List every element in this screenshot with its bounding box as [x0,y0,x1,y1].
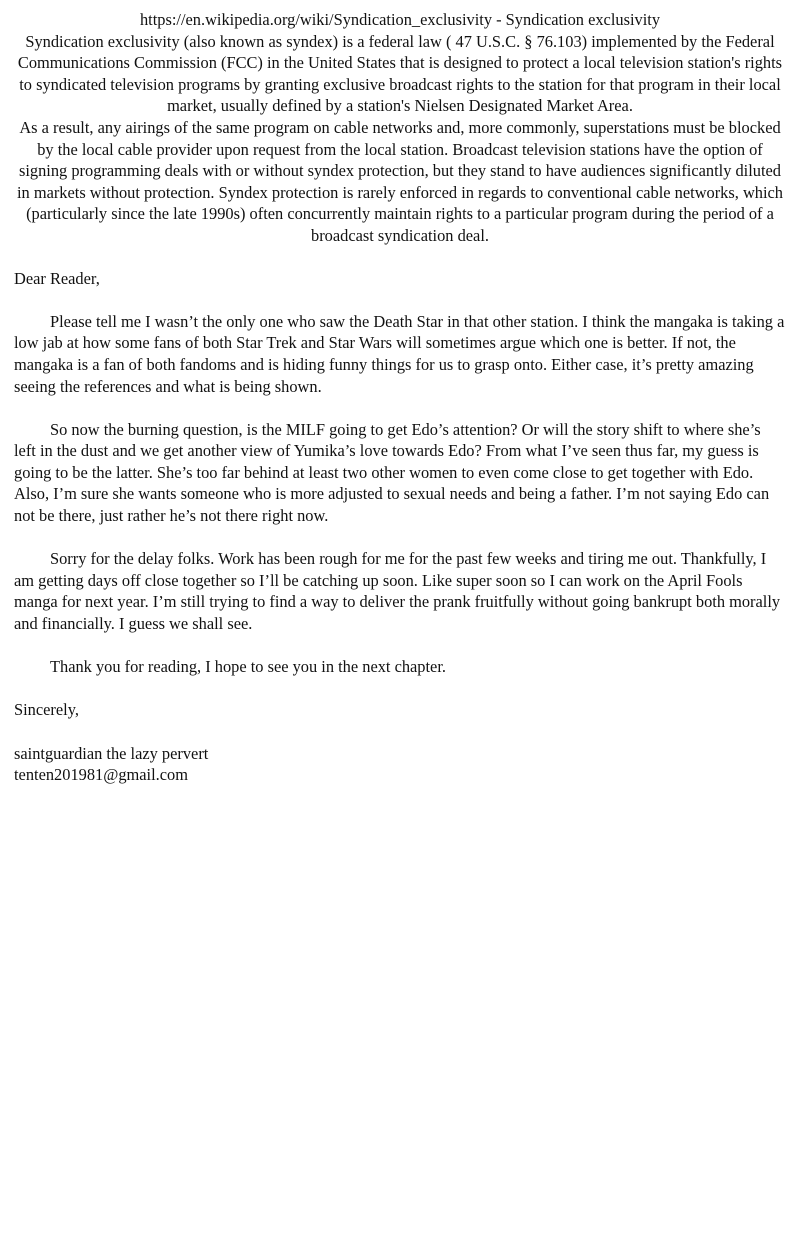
closing: Sincerely, [14,700,79,720]
letter-paragraph-2: So now the burning question, is the MILF going to get Edo’s attention? Or will the story shift to where she’s left in the dust and we get another view of Yumika’s love towards Edo? From what I’ve seen thus far, my guess is going to be the latter. She’s too far behind at least two other women to even come close to get together with Edo. Also, I’m sure she wants someone who is more adjusted to sexual needs and being a father. I’m not saying Edo can not be there, just rather he’s not there right now. [14,419,770,526]
letter-paragraph-3: Sorry for the delay folks. Work has been rough for me for the past few weeks and tiring me out. Thankfully, I am getting days off close together so I’ll be catching up soon. Like super soon so I can work on the April Fools manga for next year. I’m still trying to find a way to deliver the prank fruitfully without going bankrupt both morally and financially. I guess we shall see. [14,549,781,634]
excerpt-paragraph-2: As a result, any airings of the same program on cable networks and, more commonly, superstations must be blocked by the local cable provider upon request from the local station. Broadcast television stations have the option of signing programming deals with or without syndex protection, but they stand to have audiences significantly diluted in markets without protection. Syndex protection is rarely enforced in regards to conventional cable networks, which (particularly since the late 1990s) often concurrently maintain rights to a particular program during the period of a broadcast syndication deal. [16,117,784,245]
letter-paragraph-1: Please tell me I wasn’t the only one who saw the Death Star in that other station. I think the mangaka is taking a low jab at how some fans of both Star Trek and Star Wars will sometimes argue which one is better. If not, the mangaka is a fan of both fandoms and is hiding funny things for us to grasp onto. Either case, it’s pretty amazing seeing the references and what is being shown. [14,311,785,396]
salutation: Dear Reader, [14,268,100,288]
signature-email: tenten201981@gmail.com [14,765,188,785]
wiki-excerpt [14,9,786,247]
letter-body [14,268,786,786]
source-line: https://en.wikipedia.org/wiki/Syndication_exclusivity - Syndication exclusivity [139,10,661,29]
excerpt-paragraph-1: Syndication exclusivity (also known as syndex) is a federal law ( 47 U.S.C. § 76.103) implemented by the Federal Communications Commission (FCC) in the United States that is designed to protect a local television station's rights to syndicated television programs by granting exclusive broadcast rights to the station for that program in their local market, usually defined by a station's Nielsen Designated Market Area. [17,31,783,116]
letter-paragraph-4: Thank you for reading, I hope to see you in the next chapter. [50,657,446,677]
signature-name: saintguardian the lazy pervert [14,743,209,763]
